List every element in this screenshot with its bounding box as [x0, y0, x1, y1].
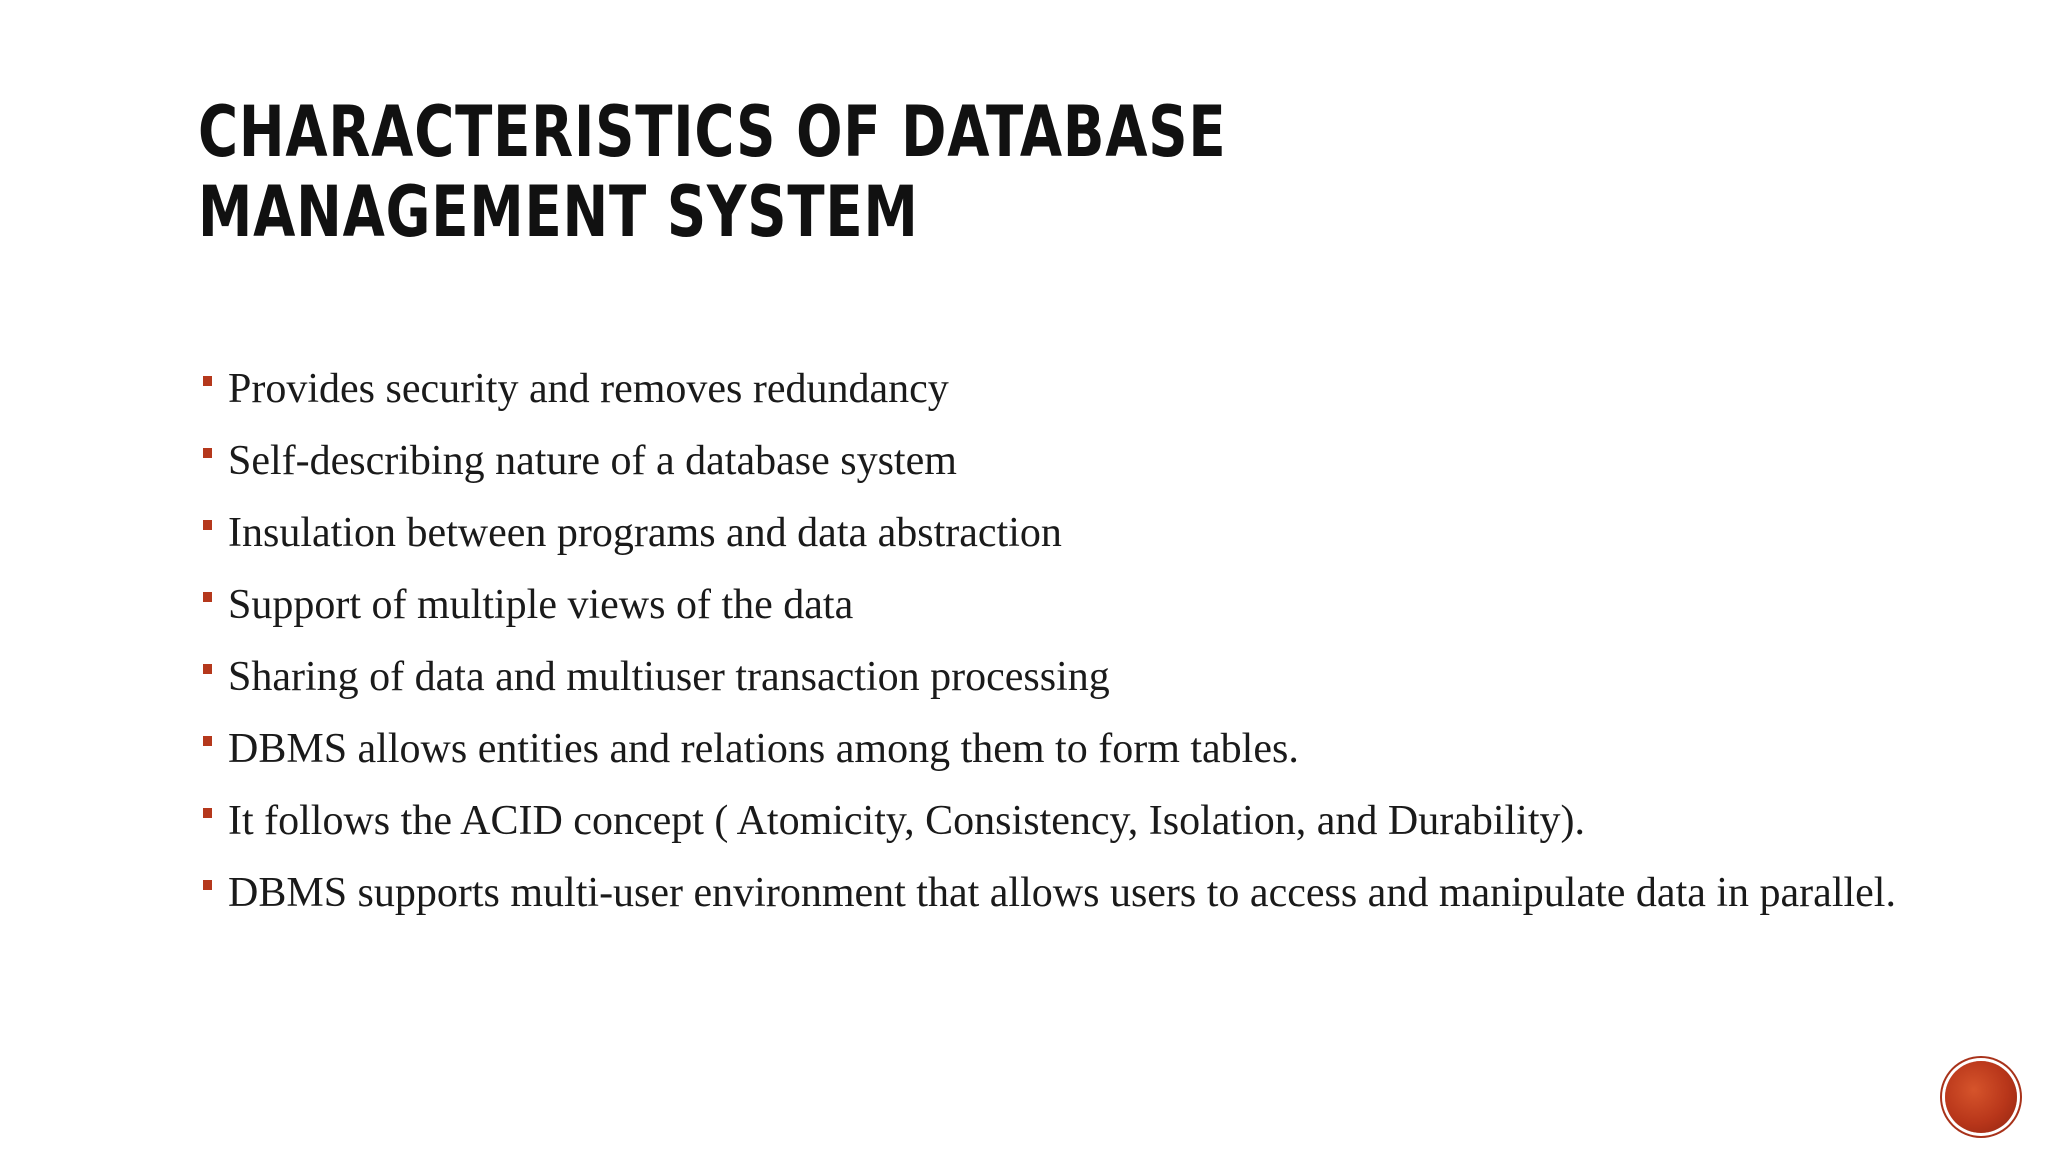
bullet-item — [200, 869, 1900, 917]
square-bullet-icon — [203, 736, 212, 746]
bullet-text: Sharing of data and multiuser transaction processing — [228, 654, 1110, 700]
bullet-item — [200, 653, 1900, 701]
bullet-item — [200, 797, 1900, 845]
bullet-text: Insulation between programs and data abstraction — [228, 510, 1062, 556]
bullet-text: DBMS allows entities and relations among them to form tables. — [228, 726, 1299, 772]
square-bullet-icon — [203, 880, 212, 890]
bullet-text: It follows the ACID concept ( Atomicity, Consistency, Isolation, and Durability). — [228, 798, 1586, 844]
slide-title: CHARACTERISTICS OF DATABASE MANAGEMENT SYSTEM — [198, 91, 1227, 253]
square-bullet-icon — [203, 664, 212, 674]
bullet-item — [200, 725, 1900, 773]
bullet-text: DBMS supports multi-user environment that allows users to access and manipulate data in parallel. — [228, 870, 1896, 916]
square-bullet-icon — [203, 520, 212, 530]
square-bullet-icon — [203, 808, 212, 818]
bullet-item — [200, 581, 1900, 629]
bullet-item — [200, 437, 1900, 485]
slide-corner-badge-icon — [1945, 1061, 2017, 1133]
bullet-text: Self-describing nature of a database system — [228, 438, 957, 484]
square-bullet-icon — [203, 448, 212, 458]
bullet-list — [200, 365, 1900, 941]
square-bullet-icon — [203, 592, 212, 602]
bullet-text: Support of multiple views of the data — [228, 582, 854, 628]
bullet-item — [200, 365, 1900, 413]
bullet-item — [200, 509, 1900, 557]
bullet-text: Provides security and removes redundancy — [228, 366, 949, 412]
square-bullet-icon — [203, 376, 212, 386]
